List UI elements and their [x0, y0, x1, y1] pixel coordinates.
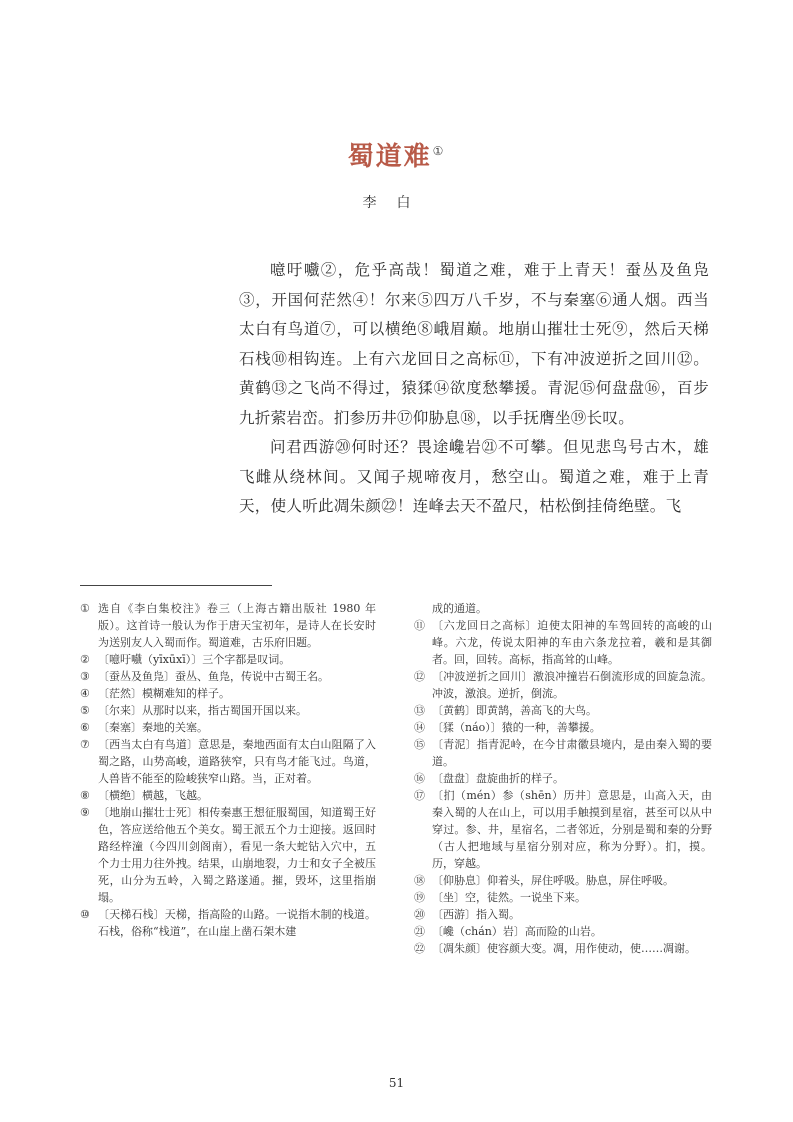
footnote-item	[414, 770, 712, 787]
footnote-item	[80, 600, 376, 651]
footnote-text: 〔尔来〕从那时以来，指古蜀国开国以来。	[98, 704, 307, 717]
footnote-item	[80, 906, 376, 940]
footnote-item	[414, 668, 712, 702]
footnote-text: 成的通道。	[432, 602, 487, 615]
footnote-item	[414, 940, 712, 957]
footnote-item	[414, 719, 712, 736]
footnote-number: ⑥	[80, 721, 90, 734]
footnote-item	[414, 923, 712, 940]
footnote-number: ⑱	[414, 874, 425, 887]
footnote-item	[414, 702, 712, 719]
footnote-number: ⑭	[414, 721, 425, 734]
footnote-text: 〔青泥〕指青泥岭，在今甘肃徽县境内，是由秦入蜀的要道。	[432, 738, 712, 768]
footnote-number: ⑧	[80, 789, 90, 802]
footnote-item	[80, 702, 376, 719]
footnote-text: 〔噫吁嚱（yīxūxī）〕三个字都是叹词。	[98, 653, 291, 666]
footnote-number: ㉒	[414, 942, 425, 955]
footnote-number: ⑬	[414, 704, 425, 717]
footnote-number: ④	[80, 687, 90, 700]
poem-paragraph-1: 噫吁嚱②，危乎高哉！蜀道之难，难于上青天！蚕丛及鱼凫③，开国何茫然④！尔来⑤四万八千岁，不与秦塞⑥通人烟。西当太白有鸟道⑦，可以横绝⑧峨眉巅。地崩山摧壮士死⑨，然后天梯石栈⑩相钩连。上有六龙回日之高标⑪，下有冲波逆折之回川⑫。黄鹤⑬之飞尚不得过，猿猱⑭欲度愁攀援。青泥⑮何盘盘⑯，百步九折萦岩峦。扪参历井⑰仰胁息⑱，以手抚膺坐⑲长叹。	[239, 261, 709, 427]
footnote-item	[80, 719, 376, 736]
footnote-text: 〔黄鹤〕即黄鹄，善高飞的大鸟。	[432, 704, 597, 717]
footnotes-left-column	[80, 600, 376, 940]
footnote-number: ⑰	[414, 789, 425, 802]
footnote-number: ③	[80, 670, 90, 683]
footnote-number: ⑳	[414, 908, 425, 921]
footnote-item	[414, 787, 712, 872]
footnote-text: 〔扪（mén）参（shēn）历井〕意思是，山高入天，由秦入蜀的人在山上，可以用手触摸到星宿，甚至可以从中穿过。参、井，星宿名，二者邻近，分别是蜀和秦的分野（古人把地域与星宿分别对应，称为分野）。扪，摸。历，穿越。	[432, 789, 712, 870]
title-footnote-mark: ①	[432, 144, 446, 159]
footnote-continuation	[414, 600, 712, 617]
footnote-text: 〔茫然〕模糊难知的样子。	[98, 687, 230, 700]
footnote-item	[414, 872, 712, 889]
footnote-text: 〔地崩山摧壮士死〕相传秦惠王想征服蜀国，知道蜀王好色，答应送给他五个美女。蜀王派五个力士迎接。返回时路经梓潼（今四川剑阁南），看见一条大蛇钻入穴中，五个力士用力往外拽。结果，山崩地裂，力士和女子全被压死，山分为五岭，入蜀之路遂通。摧，毁坏，这里指崩塌。	[98, 806, 376, 904]
footnote-number: ⑩	[80, 908, 90, 921]
page-number: 51	[388, 1076, 405, 1090]
footnote-item	[80, 804, 376, 906]
footnote-number: ⑨	[80, 806, 90, 819]
footnote-number: ⑫	[414, 670, 425, 683]
footnote-number: ⑯	[414, 772, 425, 785]
footnote-text: 〔仰胁息〕仰着头，屏住呼吸。胁息，屏住呼吸。	[432, 874, 674, 887]
footnote-number: ①	[80, 602, 90, 615]
footnote-number: ②	[80, 653, 90, 666]
footnote-divider	[80, 585, 272, 586]
footnote-text: 〔天梯石栈〕天梯，指高险的山路。一说指木制的栈道。石栈，俗称“栈道”，在山崖上凿石架木建	[98, 908, 376, 938]
footnote-number: ⑤	[80, 704, 90, 717]
footnote-text: 〔西当太白有鸟道〕意思是，秦地西面有太白山阻隔了入蜀之路，山势高峻，道路狭窄，只有鸟才能飞过。鸟道，人兽皆不能至的险峻狭窄山路。当，正对着。	[98, 738, 376, 785]
footnote-text: 〔蚕丛及鱼凫〕蚕丛、鱼凫，传说中古蜀王名。	[98, 670, 329, 683]
footnote-item	[80, 736, 376, 787]
footnote-number: ⑲	[414, 891, 425, 904]
footnote-text: 〔冲波逆折之回川〕激浪冲撞岩石倒流形成的回旋急流。冲波，激浪。逆折，倒流。	[432, 670, 712, 700]
footnote-text: 〔猱（náo）〕猿的一种，善攀援。	[432, 721, 601, 734]
footnote-item	[414, 906, 712, 923]
poem-author: 李白	[362, 195, 431, 211]
footnote-item	[80, 651, 376, 668]
footnote-text: 〔盘盘〕盘旋曲折的样子。	[432, 772, 564, 785]
footnote-number: ⑪	[414, 619, 425, 632]
footnote-text: 〔凋朱颜〕使容颜大变。凋，用作使动，使……凋谢。	[432, 942, 696, 955]
footnote-item	[414, 889, 712, 906]
poem-paragraph-2: 问君西游⑳何时还？畏途巉岩㉑不可攀。但见悲鸟号古木，雄飞雌从绕林间。又闻子规啼夜月，愁空山。蜀道之难，难于上青天，使人听此凋朱颜㉒！连峰去天不盈尺，枯松倒挂倚绝壁。飞	[239, 438, 709, 515]
footnote-text: 选自《李白集校注》卷三（上海古籍出版社 1980 年版）。这首诗一般认为作于唐天宝初年，是诗人在长安时为送别友人入蜀而作。蜀道难，古乐府旧题。	[98, 602, 376, 649]
poem-title	[0, 136, 793, 173]
footnote-item	[80, 685, 376, 702]
footnote-item	[80, 668, 376, 685]
footnote-number: ⑦	[80, 738, 90, 751]
poem-body	[239, 256, 709, 522]
footnotes-right-column	[414, 600, 712, 957]
footnote-text: 〔巉（chán）岩〕高而险的山岩。	[432, 925, 602, 938]
footnote-text: 〔坐〕空，徒然。一说坐下来。	[432, 891, 586, 904]
title-text: 蜀道难	[347, 142, 432, 172]
footnote-number: ⑮	[414, 738, 425, 751]
footnote-text: 〔秦塞〕秦地的关塞。	[98, 721, 208, 734]
footnote-text: 〔六龙回日之高标〕迫使太阳神的车驾回转的高峻的山峰。六龙，传说太阳神的车由六条龙拉着，羲和是其御者。回，回转。高标，指高耸的山峰。	[432, 619, 712, 666]
footnote-item	[80, 787, 376, 804]
footnote-item	[414, 736, 712, 770]
footnote-text: 〔西游〕指入蜀。	[432, 908, 520, 921]
footnote-number: ㉑	[414, 925, 425, 938]
footnote-text: 〔横绝〕横越，飞越。	[98, 789, 208, 802]
footnote-item	[414, 617, 712, 668]
